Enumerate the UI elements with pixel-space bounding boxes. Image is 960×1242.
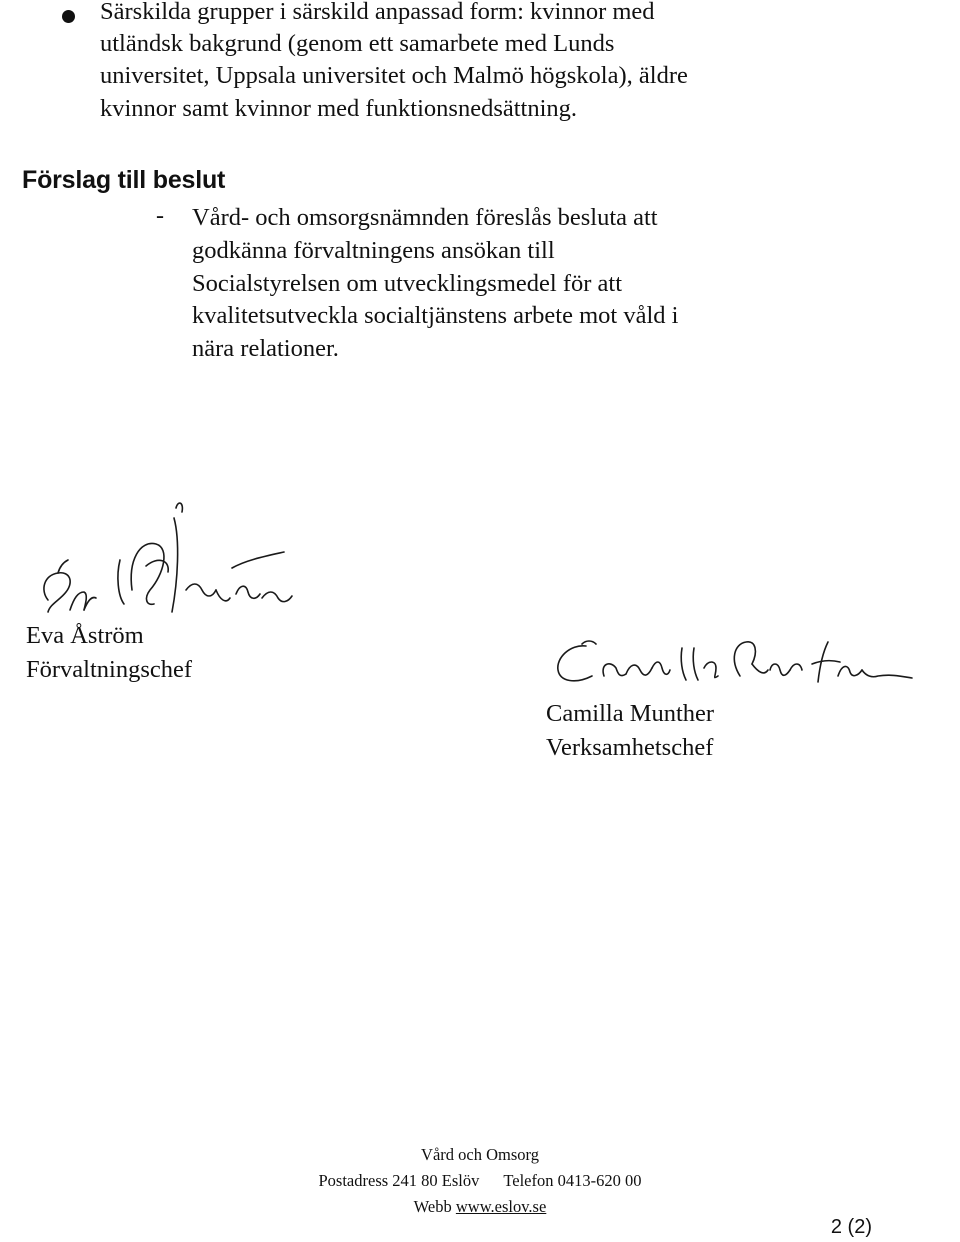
proposal-line: kvalitetsutveckla socialtjänstens arbete mot våld i — [192, 302, 679, 330]
footer-web-row — [0, 1194, 960, 1220]
signature-camilla-munther — [558, 641, 912, 682]
phone-label: Telefon — [503, 1171, 554, 1190]
bullet-line: universitet, Uppsala universitet och Malmö högskola), äldre — [100, 62, 688, 90]
footer-address-row — [0, 1168, 960, 1194]
signer-block-1 — [26, 619, 192, 687]
signer-title: Verksamhetschef — [546, 734, 714, 761]
signer-name: Camilla Munther — [546, 700, 715, 727]
web-link[interactable]: www.eslov.se — [455, 1197, 547, 1216]
proposal-line: godkänna förvaltningens ansökan till — [192, 236, 555, 264]
signer-block-2 — [546, 697, 714, 765]
page-number: 2 (2) — [830, 1216, 872, 1238]
bullet-line: utländsk bakgrund (genom ett samarbete med Lunds — [100, 30, 615, 58]
postal-value: 241 80 Eslöv — [392, 1171, 480, 1190]
phone-value: 0413-620 00 — [557, 1171, 642, 1190]
signature-eva-astrom — [44, 503, 292, 612]
dash-marker: - — [156, 203, 164, 229]
signer-title: Förvaltningschef — [26, 656, 193, 683]
footer — [0, 1142, 960, 1220]
proposal-line: Vård- och omsorgsnämnden föreslås besluta att — [192, 204, 658, 231]
proposal-line: Socialstyrelsen om utvecklingsmedel för att — [192, 269, 623, 297]
bullet-line: kvinnor samt kvinnor med funktionsnedsättning. — [100, 94, 578, 122]
footer-department: Vård och Omsorg — [421, 1145, 539, 1164]
proposal-line: nära relationer. — [192, 335, 339, 363]
postal-label: Postadress — [318, 1171, 389, 1190]
bullet-line: Särskilda grupper i särskild anpassad form: kvinnor med — [100, 0, 655, 25]
web-label: Webb — [413, 1197, 452, 1216]
section-heading: Förslag till beslut — [22, 166, 226, 194]
signer-name: Eva Åström — [26, 622, 144, 649]
